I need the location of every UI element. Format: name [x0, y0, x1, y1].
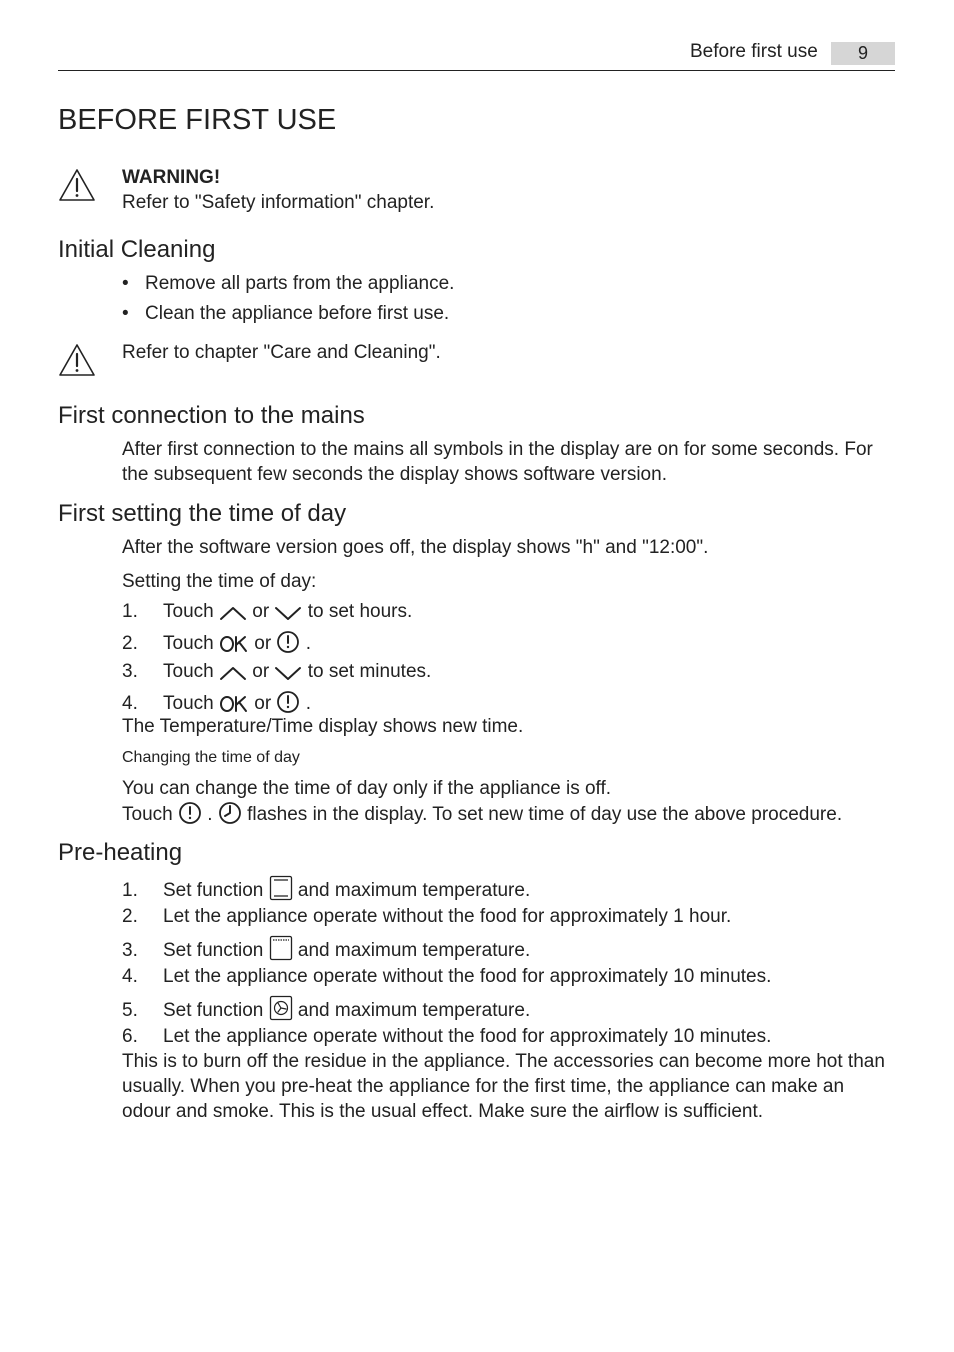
- list-item: 1. Touch or to set hours.: [122, 601, 413, 622]
- setting-label: Setting the time of day:: [122, 571, 317, 592]
- list-item: 3. Set function and maximum temperature.: [122, 935, 530, 963]
- warning-triangle-icon: [58, 343, 96, 377]
- time-result-text: The Temperature/Time display shows new time.: [122, 716, 524, 737]
- changing-time-line: Touch . flashes in the display. To set new time of day use the above procedure.: [122, 801, 842, 827]
- grill-icon: [269, 935, 293, 961]
- fan-icon: [269, 995, 293, 1021]
- time-of-day-heading: First setting the time of day: [58, 500, 347, 527]
- up-arrow-icon: [219, 664, 247, 682]
- list-item: 6. Let the appliance operate without the food for approximately 10 minutes.: [122, 1026, 772, 1047]
- changing-time-heading: Changing the time of day: [122, 749, 300, 766]
- down-arrow-icon: [274, 664, 302, 682]
- list-item: 4. Let the appliance operate without the food for approximately 10 minutes.: [122, 966, 772, 987]
- clock-icon: [276, 630, 300, 654]
- list-item: • Remove all parts from the appliance.: [122, 273, 455, 294]
- list-item: 5. Set function and maximum temperature.: [122, 995, 530, 1023]
- warning-text: Refer to "Safety information" chapter.: [122, 192, 435, 213]
- page-title: BEFORE FIRST USE: [58, 104, 337, 136]
- changing-time-line: You can change the time of day only if the appliance is off.: [122, 778, 612, 799]
- down-arrow-icon: [274, 604, 302, 622]
- preheating-heading: Pre-heating: [58, 839, 183, 866]
- preheating-closing-line: This is to burn off the residue in the appliance. The accessories can become more hot than: [122, 1051, 885, 1072]
- time-of-day-intro: After the software version goes off, the display shows "h" and "12:00".: [122, 537, 709, 558]
- preheating-closing-line: odour and smoke. This is the usual effect. Make sure the airflow is sufficient.: [122, 1101, 764, 1122]
- list-item: 2. Let the appliance operate without the food for approximately 1 hour.: [122, 906, 732, 927]
- care-cleaning-note: Refer to chapter "Care and Cleaning".: [122, 342, 441, 363]
- list-item: 4. Touch or .: [122, 690, 311, 716]
- up-arrow-icon: [219, 604, 247, 622]
- ok-icon: [219, 694, 249, 714]
- first-connection-heading: First connection to the mains: [58, 402, 365, 429]
- preheating-closing-line: usually. When you pre-heat the appliance for the first time, the appliance can make an: [122, 1076, 845, 1097]
- page-number: 9: [831, 42, 895, 65]
- header-section-title: Before first use: [690, 41, 818, 62]
- list-item: • Clean the appliance before first use.: [122, 303, 450, 324]
- warning-triangle-icon: [58, 168, 96, 202]
- clock-icon: [178, 801, 202, 825]
- first-connection-line: After first connection to the mains all symbols in the display are on for some seconds. For: [122, 439, 873, 460]
- list-item: 1. Set function and maximum temperature.: [122, 875, 530, 903]
- header-rule: [58, 70, 895, 71]
- first-connection-line: the subsequent few seconds the display shows software version.: [122, 464, 667, 485]
- warning-label: WARNING!: [122, 167, 221, 188]
- list-item: 3. Touch or to set minutes.: [122, 661, 432, 682]
- list-item: 2. Touch or .: [122, 630, 311, 656]
- top-bottom-heat-icon: [269, 875, 293, 901]
- ok-icon: [219, 634, 249, 654]
- initial-cleaning-heading: Initial Cleaning: [58, 236, 216, 263]
- clock-icon: [276, 690, 300, 714]
- time-of-day-icon: [218, 801, 242, 825]
